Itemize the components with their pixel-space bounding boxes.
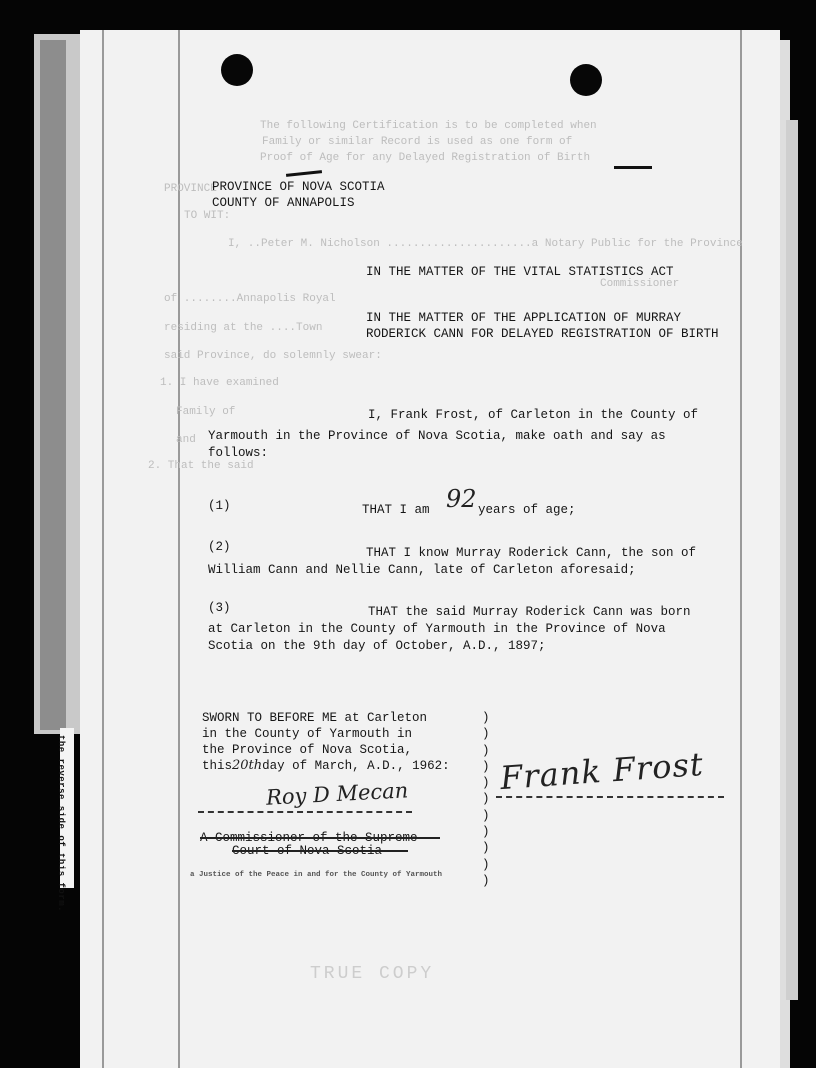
underlying-sheet-shadow — [40, 40, 66, 730]
ghost-text: 2. That the said — [148, 460, 254, 472]
matter-act-heading: IN THE MATTER OF THE VITAL STATISTICS ACT — [366, 265, 674, 279]
province-heading: PROVINCE OF NOVA SCOTIA — [212, 180, 385, 194]
ghost-text: Proof of Age for any Delayed Registration of Birth — [260, 152, 591, 164]
bracket-column: ) ) ) ) ) ) ) ) ) ) ) — [482, 711, 490, 888]
clause-text: William Cann and Nellie Cann, late of Carleton aforesaid; — [208, 563, 636, 577]
ghost-text: TO WIT: — [184, 210, 231, 222]
punch-hole — [221, 54, 253, 86]
clause-number: (1) — [208, 499, 231, 513]
matter-application-heading: IN THE MATTER OF THE APPLICATION OF MURRAY — [366, 311, 682, 325]
clause-text: Scotia on the 9th day of October, A.D., 1897; — [208, 639, 546, 653]
clause-text: THAT I am — [362, 503, 430, 517]
ghost-text: The following Certification is to be completed when — [260, 120, 597, 132]
jurat-line: SWORN TO BEFORE ME at Carleton — [202, 711, 428, 725]
page-margin-line — [102, 30, 104, 1068]
county-heading: COUNTY OF ANNAPOLIS — [212, 196, 355, 210]
handwritten-day: 20th — [232, 758, 263, 773]
clause-text: years of age; — [478, 503, 576, 517]
underlying-sheet-edge — [786, 120, 798, 1000]
side-note-text: the reverse side of this form. — [56, 735, 66, 913]
deponent-signature-line — [496, 796, 724, 798]
ghost-text: Family or similar Record is used as one form of — [262, 136, 573, 148]
jurat-line: in the County of Yarmouth in — [202, 727, 413, 741]
intro-line: Yarmouth in the Province of Nova Scotia, make oath and say as — [208, 429, 666, 443]
page-margin-line — [740, 30, 742, 1068]
clause-number: (3) — [208, 601, 231, 615]
jurat-line: this20thday of March, A.D., 1962: — [202, 758, 450, 773]
ghost-text: Family of — [176, 406, 236, 418]
clause-number: (2) — [208, 540, 231, 554]
jp-stamp: a Justice of the Peace in and for the County of Yarmouth — [190, 871, 443, 879]
deponent-signature: Frank Frost — [498, 744, 705, 798]
commissioner-signature: Roy D Mecan — [265, 778, 409, 810]
clause-text: THAT I know Murray Roderick Cann, the son of — [366, 546, 697, 560]
commissioner-signature-line — [198, 811, 412, 813]
ghost-text: and — [176, 434, 196, 446]
ghost-text: Commissioner — [600, 278, 680, 290]
strikethrough — [232, 850, 408, 852]
ghost-text: TRUE COPY — [310, 964, 435, 984]
ghost-text: of ........Annapolis Royal — [164, 293, 336, 305]
ghost-text: PROVINCE — [164, 183, 217, 195]
matter-application-heading: RODERICK CANN FOR DELAYED REGISTRATION OF BIRTH — [366, 327, 719, 341]
pen-mark — [286, 170, 322, 177]
clause-text: at Carleton in the County of Yarmouth in the Province of Nova — [208, 622, 666, 636]
intro-line: follows: — [208, 446, 269, 460]
affidavit-page — [80, 30, 780, 1068]
ghost-text: I, ..Peter M. Nicholson ......................a Notary Public for the Province — [228, 238, 743, 250]
punch-hole — [570, 64, 602, 96]
ghost-text: residing at the ....Town — [164, 322, 323, 334]
jurat-line: the Province of Nova Scotia, — [202, 743, 413, 757]
ghost-text: 1. I have examined — [160, 377, 279, 389]
pen-mark — [614, 166, 652, 169]
ghost-text: said Province, do solemnly swear: — [164, 350, 382, 362]
handwritten-age: 92 — [446, 485, 477, 513]
clause-text: THAT the said Murray Roderick Cann was born — [368, 605, 691, 619]
strikethrough — [200, 837, 440, 839]
intro-line: I, Frank Frost, of Carleton in the County of — [368, 408, 699, 422]
